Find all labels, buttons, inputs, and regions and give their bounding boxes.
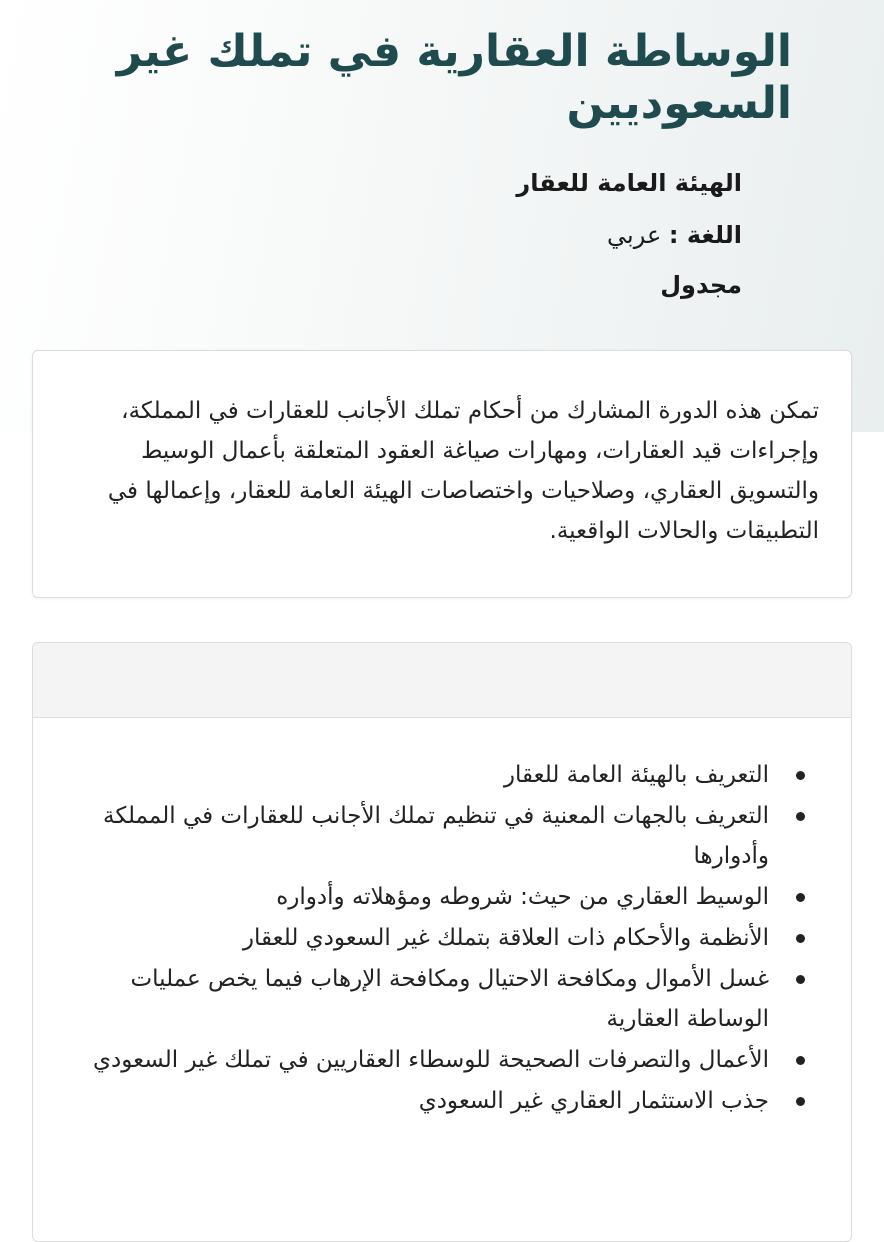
list-item-text: التعريف بالهيئة العامة للعقار bbox=[503, 762, 769, 788]
course-description: تمكن هذه الدورة المشارك من أحكام تملك الأجانب للعقارات في المملكة، وإجراءات قيد العقارات، ومهارات صياغة العقود المتعلقة بأعمال الوسيط والتسويق العقاري، وصلاحيات واختصاصات الهيئة العامة للعقار، وإعمالها في التطبيقات والحالات الواقعية. bbox=[107, 398, 819, 544]
language-label: اللغة : bbox=[668, 221, 742, 249]
list-item bbox=[93, 877, 769, 917]
bullet-icon bbox=[796, 893, 805, 902]
outline-card-header bbox=[33, 643, 851, 718]
bullet-icon bbox=[796, 1056, 805, 1065]
list-item-text: الوسيط العقاري من حيث: شروطه ومؤهلاته وأدواره bbox=[276, 884, 769, 910]
course-title: الوساطة العقارية في تملك غير السعوديين bbox=[116, 26, 792, 129]
bullet-icon bbox=[796, 771, 805, 780]
language-value: عربي bbox=[607, 221, 662, 249]
bullet-icon bbox=[796, 812, 805, 821]
list-item-text: غسل الأموال ومكافحة الاحتيال ومكافحة الإرهاب فيما يخص عمليات الوساطة العقارية bbox=[130, 966, 769, 1032]
bullet-icon bbox=[796, 1097, 805, 1106]
list-item-text: جذب الاستثمار العقاري غير السعودي bbox=[418, 1088, 769, 1114]
list-item bbox=[93, 1040, 769, 1080]
list-item bbox=[93, 1081, 769, 1121]
list-item-text: الأعمال والتصرفات الصحيحة للوسطاء العقاريين في تملك غير السعودي bbox=[93, 1047, 769, 1073]
list-item bbox=[93, 796, 769, 876]
list-item-text: الأنظمة والأحكام ذات العلاقة بتملك غير السعودي للعقار bbox=[242, 925, 769, 951]
list-item bbox=[93, 918, 769, 958]
outline-card bbox=[32, 642, 852, 1242]
bullet-icon bbox=[796, 934, 805, 943]
schedule-status: مجدول bbox=[660, 271, 742, 299]
list-item-text: التعريف بالجهات المعنية في تنظيم تملك الأجانب للعقارات في المملكة وأدوارها bbox=[102, 803, 769, 869]
list-item bbox=[93, 959, 769, 1039]
course-language bbox=[607, 220, 742, 250]
course-provider: الهيئة العامة للعقار bbox=[516, 169, 742, 197]
bullet-icon bbox=[796, 975, 805, 984]
outline-list bbox=[93, 755, 769, 1122]
list-item bbox=[93, 755, 769, 795]
description-card bbox=[32, 350, 852, 598]
